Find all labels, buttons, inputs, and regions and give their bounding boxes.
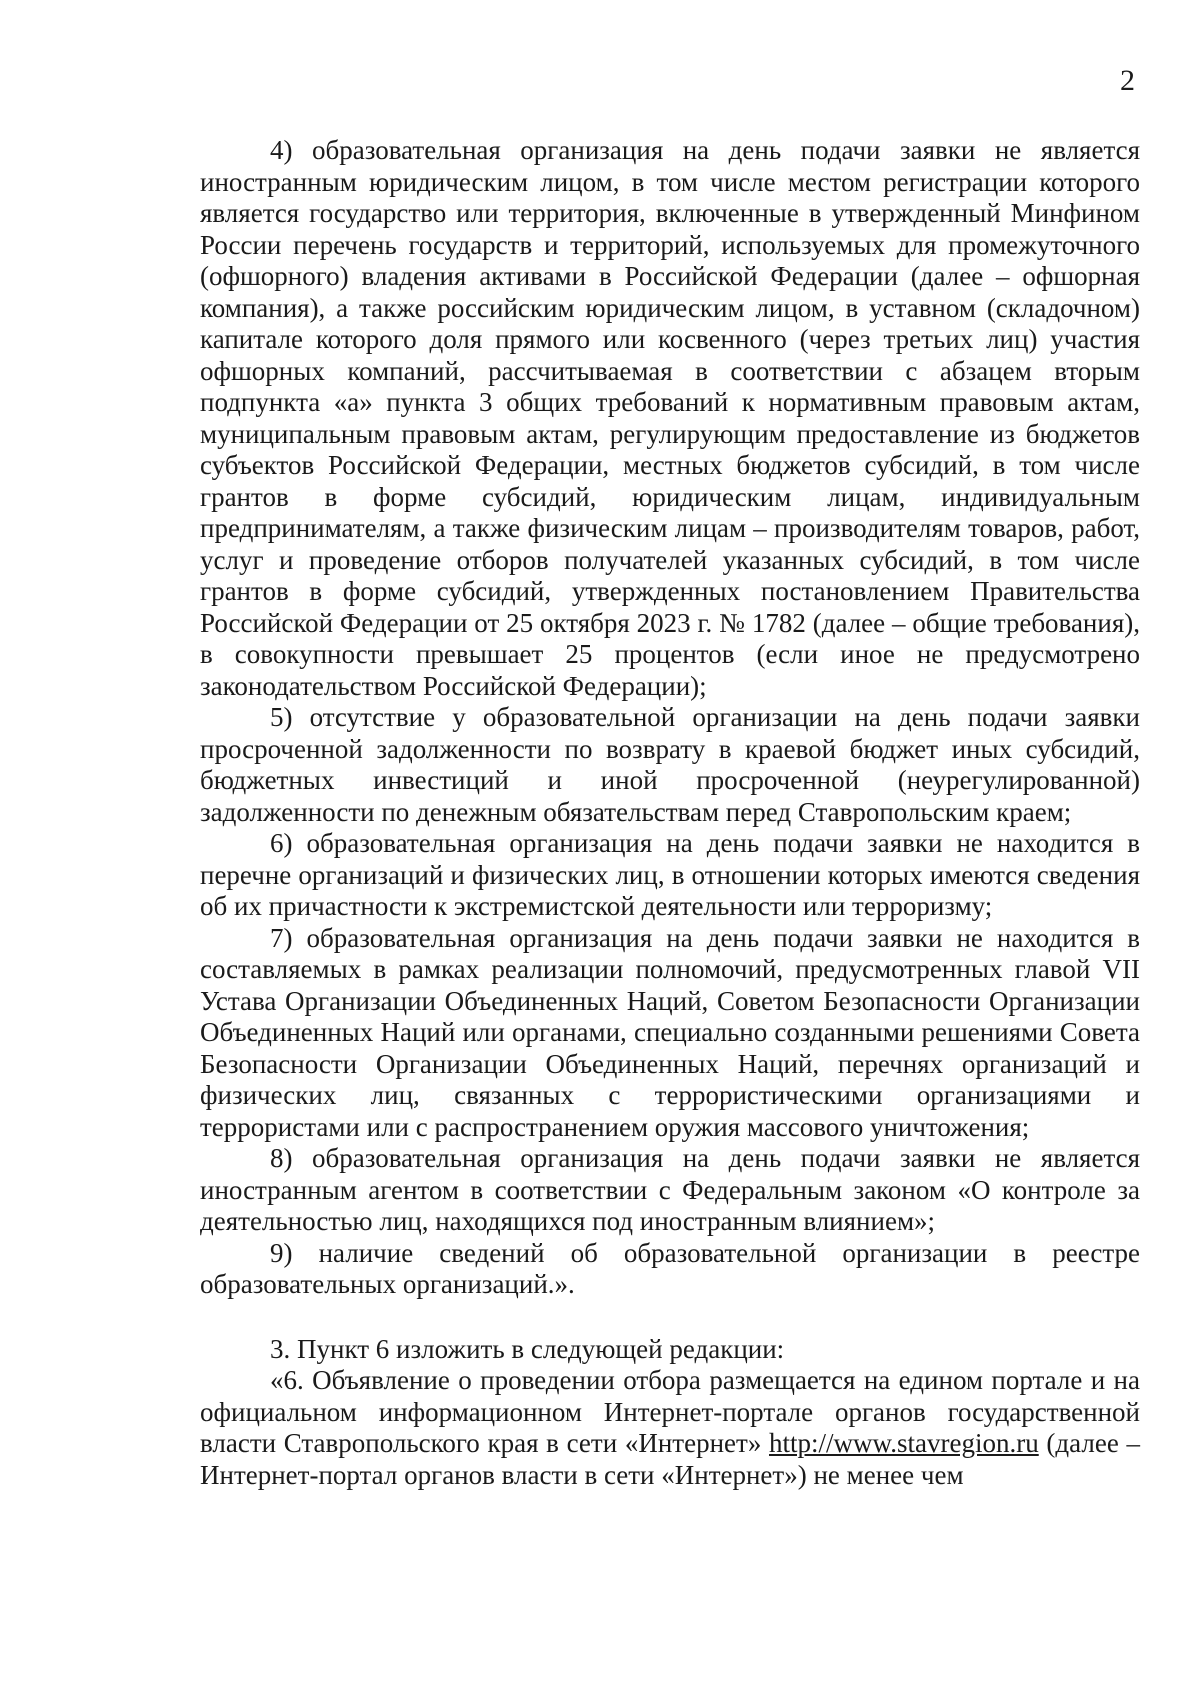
paragraph-item-5: 5) отсутствие у образовательной организации на день подачи заявки просроченной задолженности по возврату в краевой бюджет иных субсидий, бюджетных инвестиций и иной просроченной (неурегулированной) задолженности по денежным обязательствам перед Ставропольским краем;: [200, 702, 1140, 827]
page-number: 2: [1120, 64, 1135, 97]
paragraph-item-9: 9) наличие сведений об образовательной организации в реестре образовательных организаций.».: [200, 1237, 1140, 1299]
point-6-text-end: (далее – Интернет-портал органов власти в сети «Интернет») не менее чем: [200, 1428, 1140, 1490]
paragraph-item-7: 7) образовательная организация на день подачи заявки не находится в составляемых в рамках реализации полномочий, предусмотренных главой VII Устава Организации Объединенных Наций, Советом Безопасности Организации Объединенных Наций или органами, специально созданными решениями Совета Безопасности Организации Объединенных Наций, перечнях организаций и физических лиц, связанных с террористическими организациями и террористами или с распространением оружия массового уничтожения;: [200, 922, 1140, 1142]
paragraph-item-6: 6) образовательная организация на день подачи заявки не находится в перечне организаций и физических лиц, в отношении которых имеются сведения об их причастности к экстремистской деятельности или терроризму;: [200, 828, 1140, 921]
stavregion-link[interactable]: http://www.stavregion.ru: [769, 1428, 1039, 1458]
paragraph-item-8: 8) образовательная организация на день подачи заявки не является иностранным агентом в соответствии с Федеральным законом «О контроле за деятельностью лиц, находящихся под иностранным влиянием»;: [200, 1143, 1140, 1236]
point-6-text-start: «6. Объявление о проведении отбора размещается на едином портале и на официальном информационном Интернет-портале органов государственной власти Ставропольского края в сети «Интернет»: [200, 1365, 1140, 1458]
paragraph-point-6: [200, 1365, 1140, 1491]
document-body: [200, 135, 1140, 1491]
paragraph-point-3: 3. Пункт 6 изложить в следующей редакции:: [270, 1333, 785, 1364]
paragraph-item-4: 4) образовательная организация на день подачи заявки не является иностранным юридическим лицом, в том числе местом регистрации которого является государство или территория, включенные в утвержденный Минфином России перечень государств и территорий, используемых для промежуточного (офшорного) владения активами в Российской Федерации (далее – офшорная компания), а также российским юридическим лицом, в уставном (складочном) капитале которого доля прямого или косвенного (через третьих лиц) участия офшорных компаний, рассчитываемая в соответствии с абзацем вторым подпункта «а» пункта 3 общих требований к нормативным правовым актам, муниципальным правовым актам, регулирующим предоставление из бюджетов субъектов Российской Федерации, местных бюджетов субсидий, в том числе грантов в форме субсидий, юридическим лицам, индивидуальным предпринимателям, а также физическим лицам – производителям товаров, работ, услуг и проведение отборов получателей указанных субсидий, в том числе грантов в форме субсидий, утвержденных постановлением Правительства Российской Федерации от 25 октября 2023 г. № 1782 (далее – общие требования), в совокупности превышает 25 процентов (если иное не предусмотрено законодательством Российской Федерации);: [200, 135, 1140, 701]
